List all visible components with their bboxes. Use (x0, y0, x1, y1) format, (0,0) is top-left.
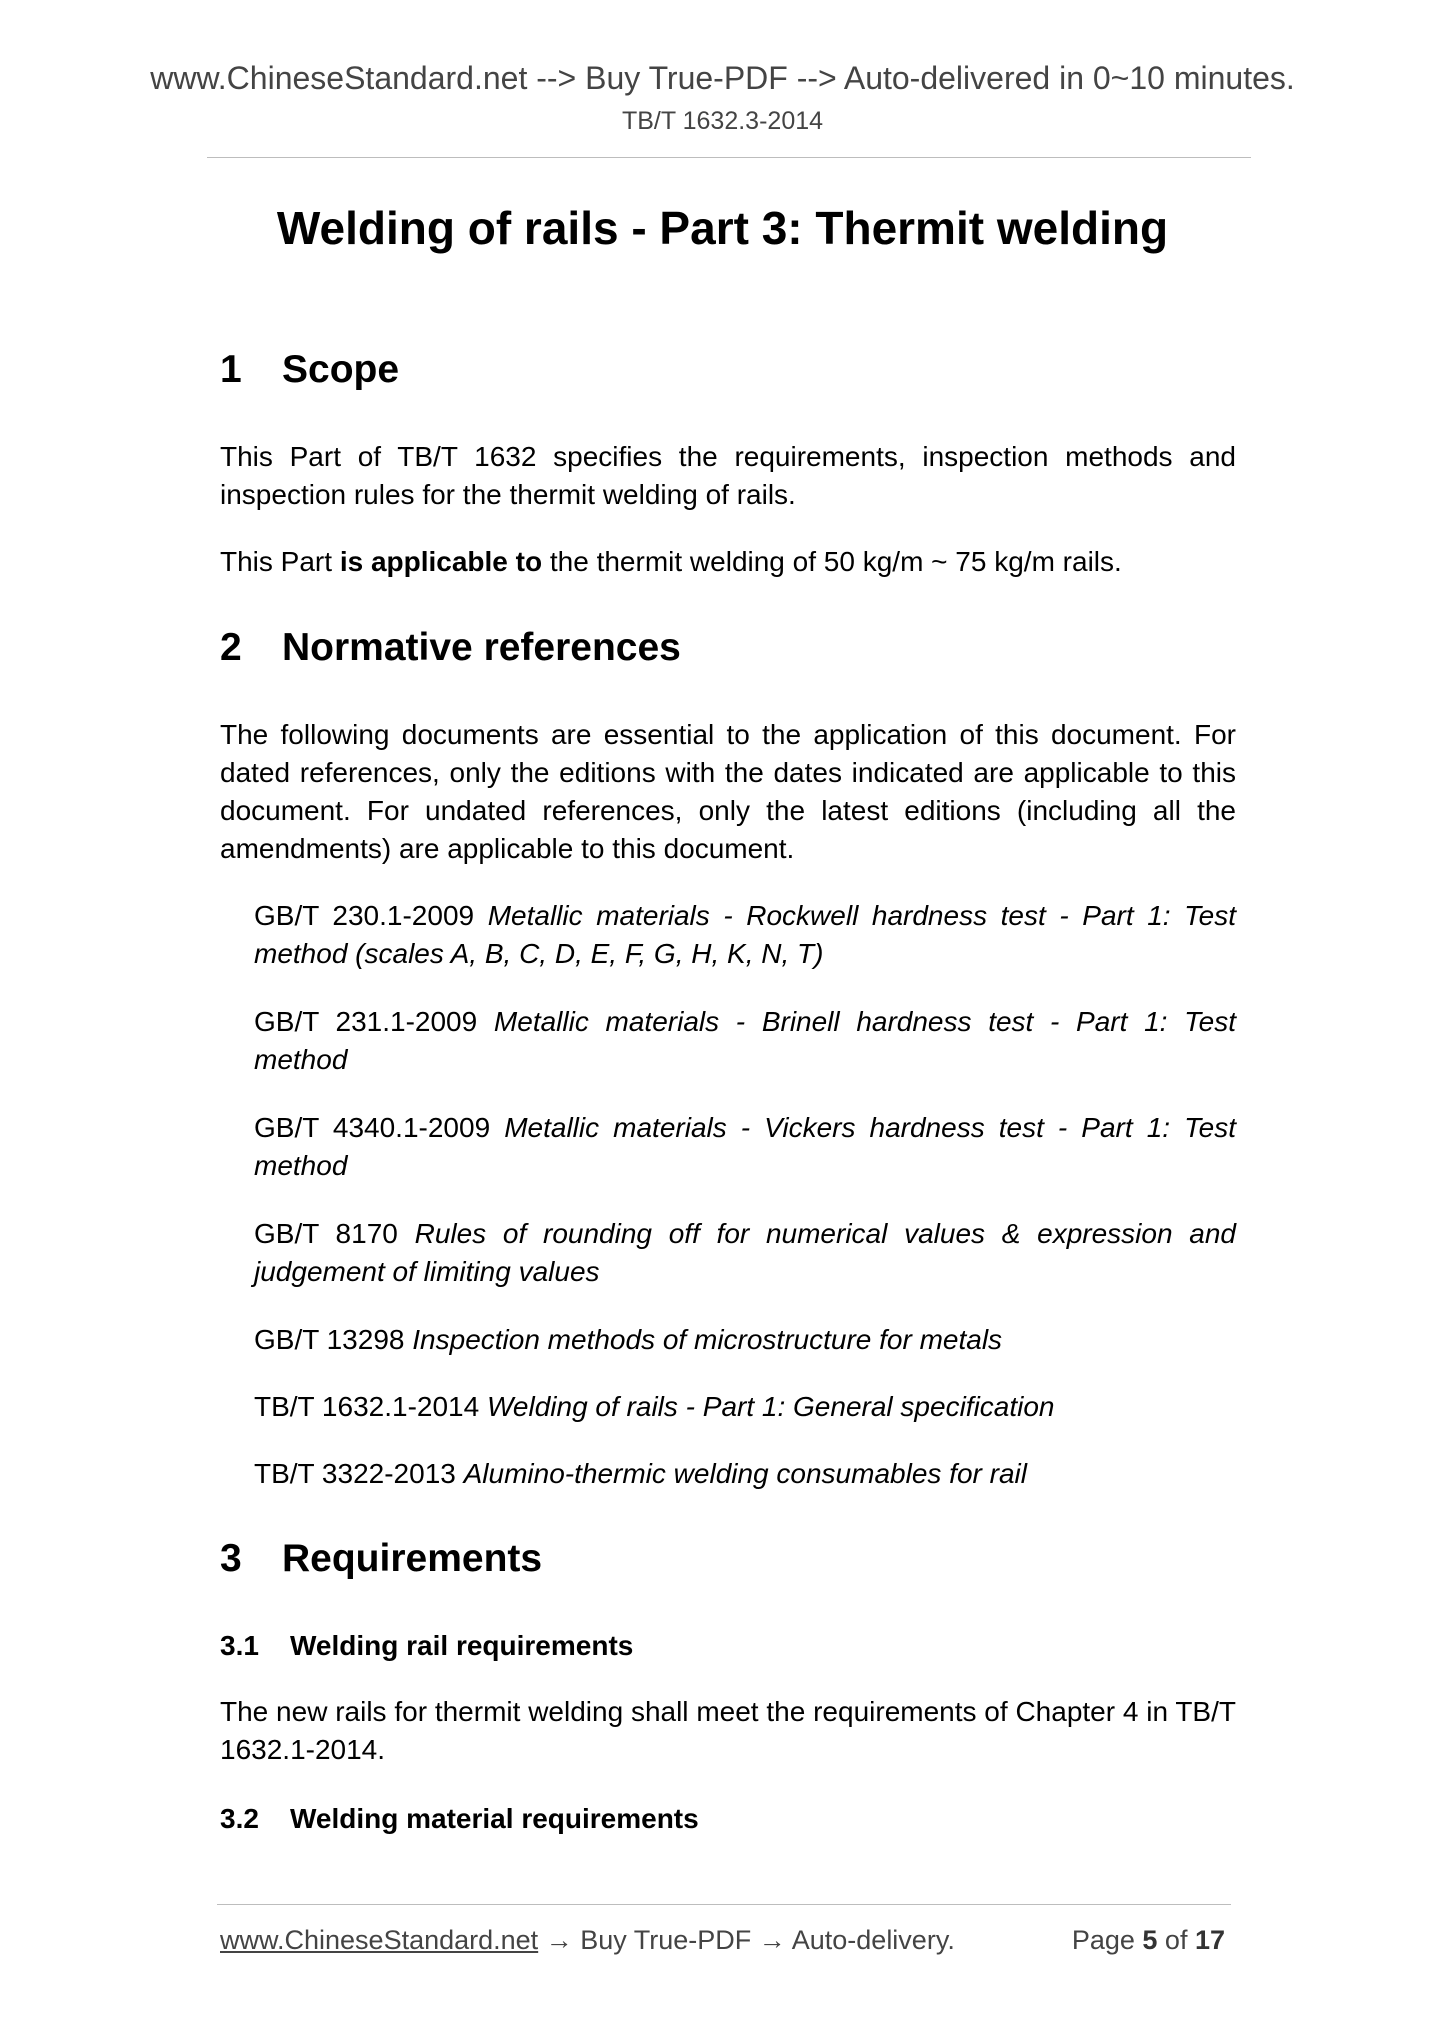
reference-title: Welding of rails - Part 1: General specification (486, 1391, 1055, 1422)
scope-paragraph-2 (220, 543, 1236, 581)
reference-code: GB/T 8170 (254, 1218, 398, 1249)
header-banner: www.ChineseStandard.net --> Buy True-PDF --> Auto-delivered in 0~10 minutes. (150, 60, 1295, 96)
reference-item (254, 1321, 1236, 1359)
reference-item (254, 1455, 1236, 1493)
subsection-number: 3.2 (220, 1803, 259, 1834)
header-divider (207, 157, 1251, 158)
subsection-title: Welding material requirements (290, 1803, 699, 1834)
reference-title: Rules of rounding off for numerical values & expression and judgement of limiting values (254, 1218, 1236, 1287)
reference-item (254, 1388, 1236, 1426)
reference-code: TB/T 3322-2013 (254, 1458, 456, 1489)
section-number: 2 (220, 626, 242, 669)
section-3-heading (220, 1535, 542, 1583)
reference-code: GB/T 230.1-2009 (254, 900, 475, 931)
footer-promo (220, 1923, 955, 1957)
section-2-heading (220, 624, 681, 672)
subsection-title: Welding rail requirements (290, 1630, 634, 1661)
section-number: 1 (220, 348, 242, 391)
header-standard-code: TB/T 1632.3-2014 (621, 107, 824, 135)
reference-title: Metallic materials - Vickers hardness test - Part 1: Test method (254, 1112, 1236, 1181)
reference-code: GB/T 4340.1-2009 (254, 1112, 491, 1143)
text-run: the thermit welding of 50 kg/m ~ 75 kg/m rails. (542, 546, 1122, 577)
section-title: Scope (282, 348, 400, 391)
document-title: Welding of rails - Part 3: Thermit welding (276, 202, 1169, 254)
section-number: 3 (220, 1537, 242, 1580)
reference-title: Inspection methods of microstructure for metals (412, 1324, 1003, 1355)
section-title: Normative references (282, 626, 681, 669)
page-indicator (1072, 1923, 1225, 1957)
bold-text-run: is applicable to (339, 546, 543, 577)
normative-intro-paragraph: The following documents are essential to the application of this document. For dated references, only the editions with the dates indicated are applicable to this document. For undated references, only the latest editions (including all the amendments) are applicable to this document. (220, 719, 1236, 864)
welding-rail-paragraph: The new rails for thermit welding shall meet the requirements of Chapter 4 in TB/T 1632.1-2014. (220, 1696, 1236, 1765)
reference-item (254, 1003, 1236, 1079)
subsection-3-1-heading (220, 1628, 633, 1664)
text-run: This Part (220, 546, 340, 577)
reference-code: GB/T 231.1-2009 (254, 1006, 478, 1037)
reference-title: Metallic materials - Brinell hardness test - Part 1: Test method (254, 1006, 1237, 1075)
reference-title: Metallic materials - Rockwell hardness test - Part 1: Test method (scales A, B, C, D, E, F, G, H, K, N, T) (254, 900, 1237, 969)
reference-code: TB/T 1632.1-2014 (254, 1391, 480, 1422)
reference-code: GB/T 13298 (254, 1324, 405, 1355)
reference-item (254, 1109, 1236, 1185)
scope-paragraph-1: This Part of TB/T 1632 specifies the requirements, inspection methods and inspection rules for the thermit welding of rails. (220, 441, 1236, 510)
footer-site-link[interactable]: www.ChineseStandard.net (220, 1925, 539, 1955)
page-label: Page (1071, 1925, 1143, 1955)
total-pages-number: 17 (1194, 1925, 1225, 1955)
current-page-number: 5 (1142, 1925, 1158, 1955)
reference-item (254, 1215, 1236, 1291)
reference-title: Alumino-thermic welding consumables for rail (463, 1458, 1027, 1489)
page-of-label: of (1157, 1925, 1195, 1955)
section-1-heading (220, 346, 399, 394)
section-title: Requirements (282, 1537, 543, 1580)
reference-item (254, 897, 1236, 973)
subsection-number: 3.1 (220, 1630, 259, 1661)
footer-promo-text: → Buy True-PDF → Auto-delivery. (538, 1925, 955, 1955)
subsection-3-2-heading (220, 1801, 699, 1837)
footer-divider (217, 1904, 1231, 1905)
